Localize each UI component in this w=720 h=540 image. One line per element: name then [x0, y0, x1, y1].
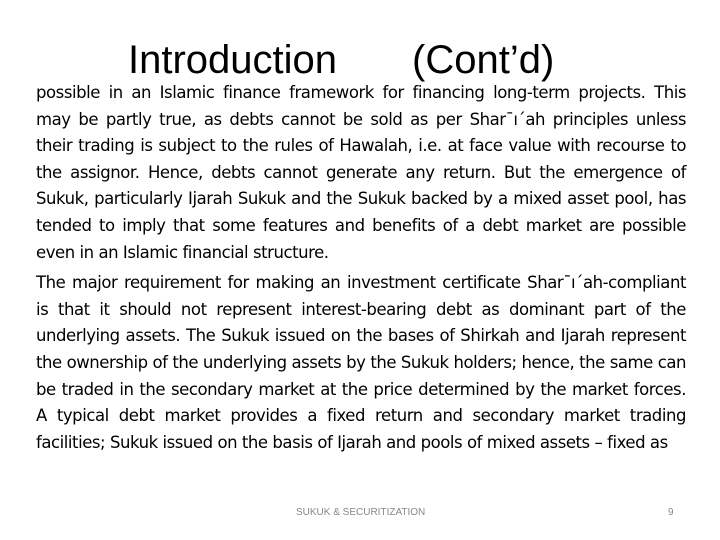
paragraph-2: The major requirement for making an investment certificate Shar¯ı´ah-compliant is that it should not represent interest-bearing debt as dominant part of the underlying assets. The Sukuk issued on the bases of Shirkah and Ijarah represent the ownership of the underlying assets by the Sukuk holders; hence, the same can be traded in the secondary market at the price determined by the market forces. A typical debt market provides a fixed return and secondary market trading facilities; Sukuk issued on the basis of Ijarah and pools of mixed assets – fixed as	[36, 273, 686, 452]
paragraph-1: possible in an Islamic finance framework for financing long-term projects. This may be partly true, as debts cannot be sold as per Shar¯ı´ah principles unless their trading is subject to the rules of Hawalah, i.e. at face value with recourse to the assignor. Hence, debts cannot generate any return. But the emergence of Sukuk, particularly Ijarah Sukuk and the Sukuk backed by a mixed asset pool, has tended to imply that some features and benefits of a debt market are possible even in an Islamic financial structure.	[36, 83, 686, 262]
page-number: 9	[668, 507, 674, 518]
title-suffix: (Cont’d)	[412, 38, 555, 82]
footer-label: SUKUK & SECURITIZATION	[296, 507, 426, 518]
slide-body	[36, 80, 686, 456]
title-main: Introduction	[128, 38, 338, 82]
